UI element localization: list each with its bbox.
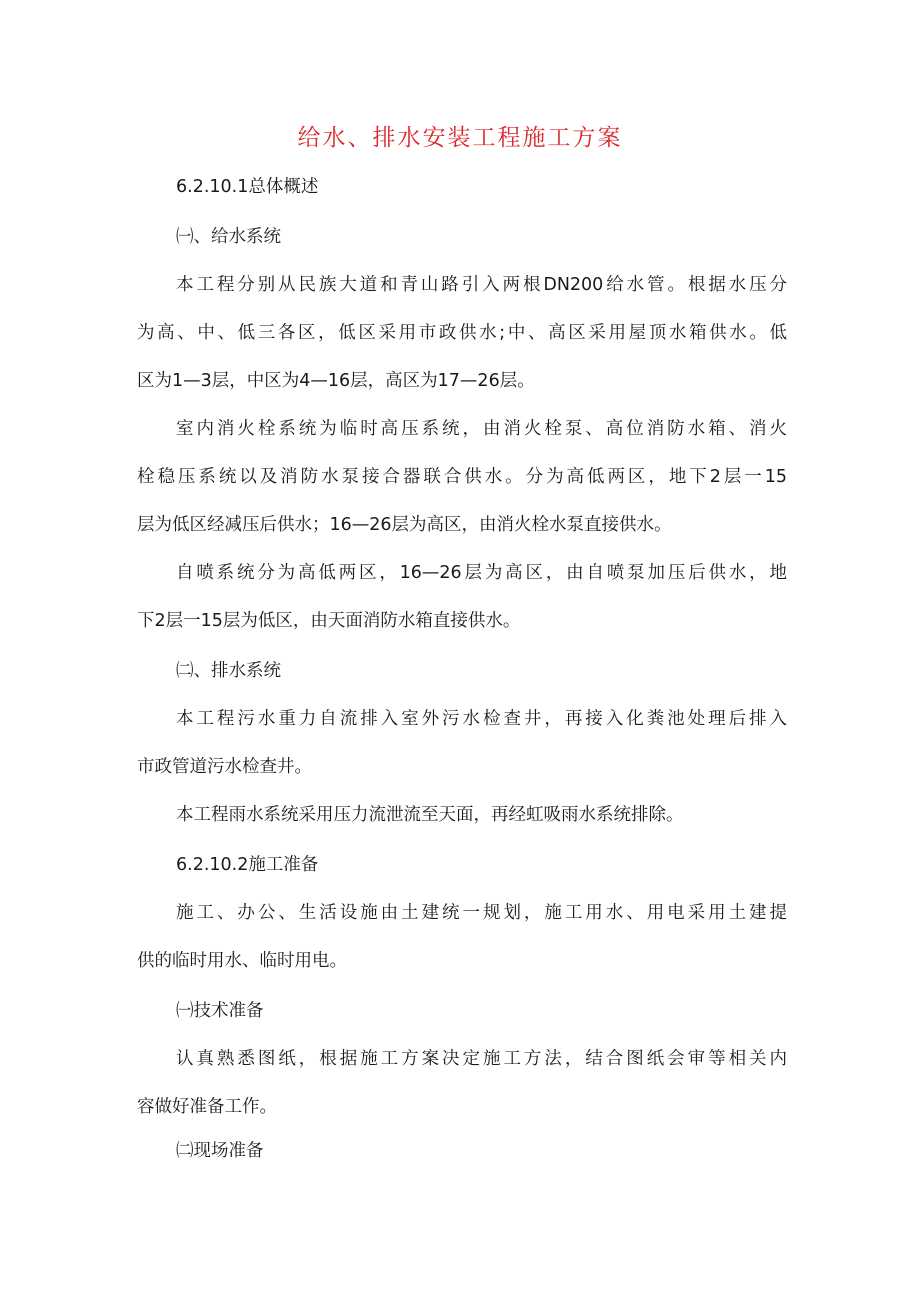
paragraph-line: 自喷系统分为高低两区，16—26层为高区，由自喷泵加压后供水，地 <box>176 563 787 583</box>
paragraph-line: 认真熟悉图纸，根据施工方案决定施工方法，结合图纸会审等相关内 <box>176 1049 787 1069</box>
paragraph-line: 容做好准备工作。 <box>137 1097 277 1117</box>
subsection-heading-site: ㈡现场准备 <box>176 1141 264 1161</box>
paragraph-line: 供的临时用水、临时用电。 <box>137 951 347 971</box>
document-title: 给水、排水安装工程施工方案 <box>297 125 623 151</box>
paragraph-line: 本工程雨水系统采用压力流泄流至天面，再经虹吸雨水系统排除。 <box>176 805 684 825</box>
paragraph-line: 本工程污水重力自流排入室外污水检查井，再接入化粪池处理后排入 <box>176 709 787 729</box>
paragraph-line: 区为1—3层，中区为4—16层，高区为17—26层。 <box>137 371 535 391</box>
paragraph-line: 市政管道污水检查井。 <box>137 757 312 777</box>
paragraph-line: 室内消火栓系统为临时高压系统，由消火栓泵、高位消防水箱、消火 <box>176 419 787 439</box>
paragraph-line: 层为低区经减压后供水；16—26层为高区，由消火栓水泵直接供水。 <box>137 515 672 535</box>
paragraph-line: 下2层一15层为低区，由天面消防水箱直接供水。 <box>137 611 521 631</box>
subsection-heading-technical: ㈠技术准备 <box>176 1001 264 1021</box>
paragraph-line: 本工程分别从民族大道和青山路引入两根DN200给水管。根据水压分 <box>176 275 787 295</box>
subsection-heading-water-supply: ㈠、给水系统 <box>176 227 281 247</box>
paragraph-line: 栓稳压系统以及消防水泵接合器联合供水。分为高低两区，地下2层一15 <box>137 467 787 487</box>
section-heading-overview: 6.2.10.1总体概述 <box>176 177 319 197</box>
paragraph-line: 施工、办公、生活设施由土建统一规划，施工用水、用电采用土建提 <box>176 903 787 923</box>
paragraph-line: 为高、中、低三各区，低区采用市政供水;中、高区采用屋顶水箱供水。低 <box>137 323 787 343</box>
section-heading-preparation: 6.2.10.2施工准备 <box>176 855 319 875</box>
subsection-heading-drainage: ㈡、排水系统 <box>176 661 281 681</box>
